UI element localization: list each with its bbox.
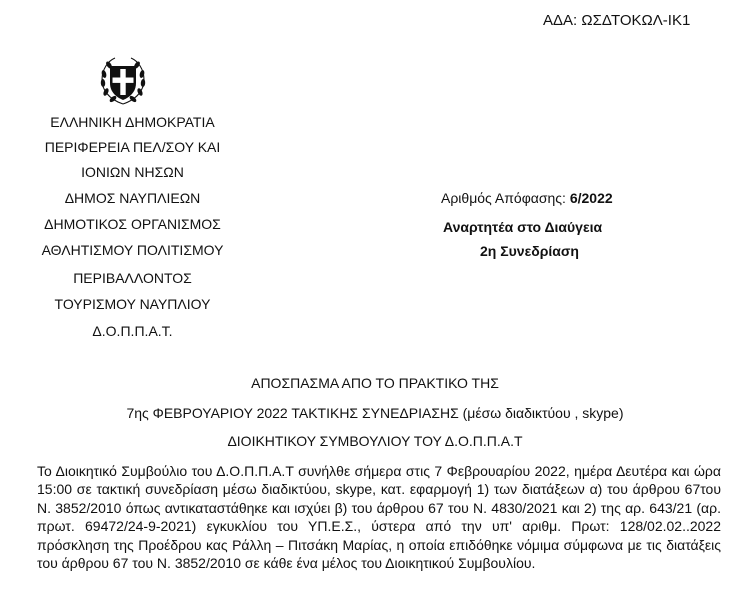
session-label: 2η Συνεδρίαση <box>480 243 579 259</box>
heading-line-3: ΔΙΟΙΚΗΤΙΚΟΥ ΣΥΜΒΟΥΛΙΟΥ ΤΟΥ Δ.Ο.Π.Π.Α.Τ <box>227 433 523 449</box>
heading-line-2: 7ης ΦΕΒΡΟΥΑΡΙΟΥ 2022 ΤΑΚΤΙΚΗΣ ΣΥΝΕΔΡΙΑΣΗΣ (μέσω διαδικτύου , skype) <box>126 405 624 421</box>
decision-number-label: Αριθμός Απόφασης: <box>441 190 570 206</box>
decision-number <box>441 190 613 206</box>
heading-line-1: ΑΠΟΣΠΑΣΜΑ ΑΠΟ ΤΟ ΠΡΑΚΤΙΚΟ ΤΗΣ <box>251 375 499 391</box>
posted-notice: Αναρτητέα στο Διαύγεια <box>443 219 603 235</box>
issuer-line: ΕΛΛΗΝΙΚΗ ΔΗΜΟΚΡΑΤΙΑ <box>50 114 215 130</box>
issuer-line: ΙΟΝΙΩΝ ΝΗΣΩΝ <box>81 164 184 180</box>
body-paragraph: Το Διοικητικό Συμβούλιο του Δ.Ο.Π.Π.Α.Τ συνήλθε σήμερα στις 7 Φεβρουαρίου 2022, ημέρα Δευτέρα και ώρα 15:00 σε τακτική συνεδρίαση μέσω διαδικτύου, skype, κατ. εφαρμογή 1) των διατάξεων α) του άρθρου 67του Ν. 3852/2010 όπως αντικαταστάθηκε και ισχύει β) του άρθρου 67 του Ν. 4830/2021 και 2) της αρ. 643/21 (αρ. πρωτ. 69472/24-9-2021) εγκυκλίου του ΥΠ.Ε.Σ., ύστερα από την υπ' αριθμ. Πρωτ: 128/02.02..2022 πρόσκληση της Προέδρου κας Ράλλη – Πιτσάκη Μαρίας, η οποία επιδόθηκε νόμιμα σύμφωνα με τις διατάξεις του άρθρου 67 του Ν. 3852/2010 σε κάθε ένα μέλος του Διοικητικού Συμβουλίου. <box>37 463 721 572</box>
decision-number-value: 6/2022 <box>569 190 613 206</box>
greek-coat-of-arms-icon <box>96 53 150 107</box>
ada-code: ΑΔΑ: ΩΣΔΤΟΚΩΛ-ΙΚ1 <box>543 12 691 29</box>
issuer-line: ΠΕΡΙΒΑΛΛΟΝΤΟΣ <box>73 270 192 286</box>
issuer-line: ΠΕΡΙΦΕΡΕΙΑ ΠΕΛ/ΣΟΥ ΚΑΙ <box>44 139 221 155</box>
issuer-line: ΤΟΥΡΙΣΜΟΥ ΝΑΥΠΛΙΟΥ <box>54 296 211 312</box>
issuer-line: ΔΗΜΟΤΙΚΟΣ ΟΡΓΑΝΙΣΜΟΣ <box>44 216 221 232</box>
issuer-line: ΑΘΛΗΤΙΣΜΟΥ ΠΟΛΙΤΙΣΜΟΥ <box>41 242 224 258</box>
issuer-line: Δ.Ο.Π.Π.Α.Τ. <box>92 323 173 339</box>
issuer-line: ΔΗΜΟΣ ΝΑΥΠΛΙΕΩΝ <box>64 190 201 206</box>
